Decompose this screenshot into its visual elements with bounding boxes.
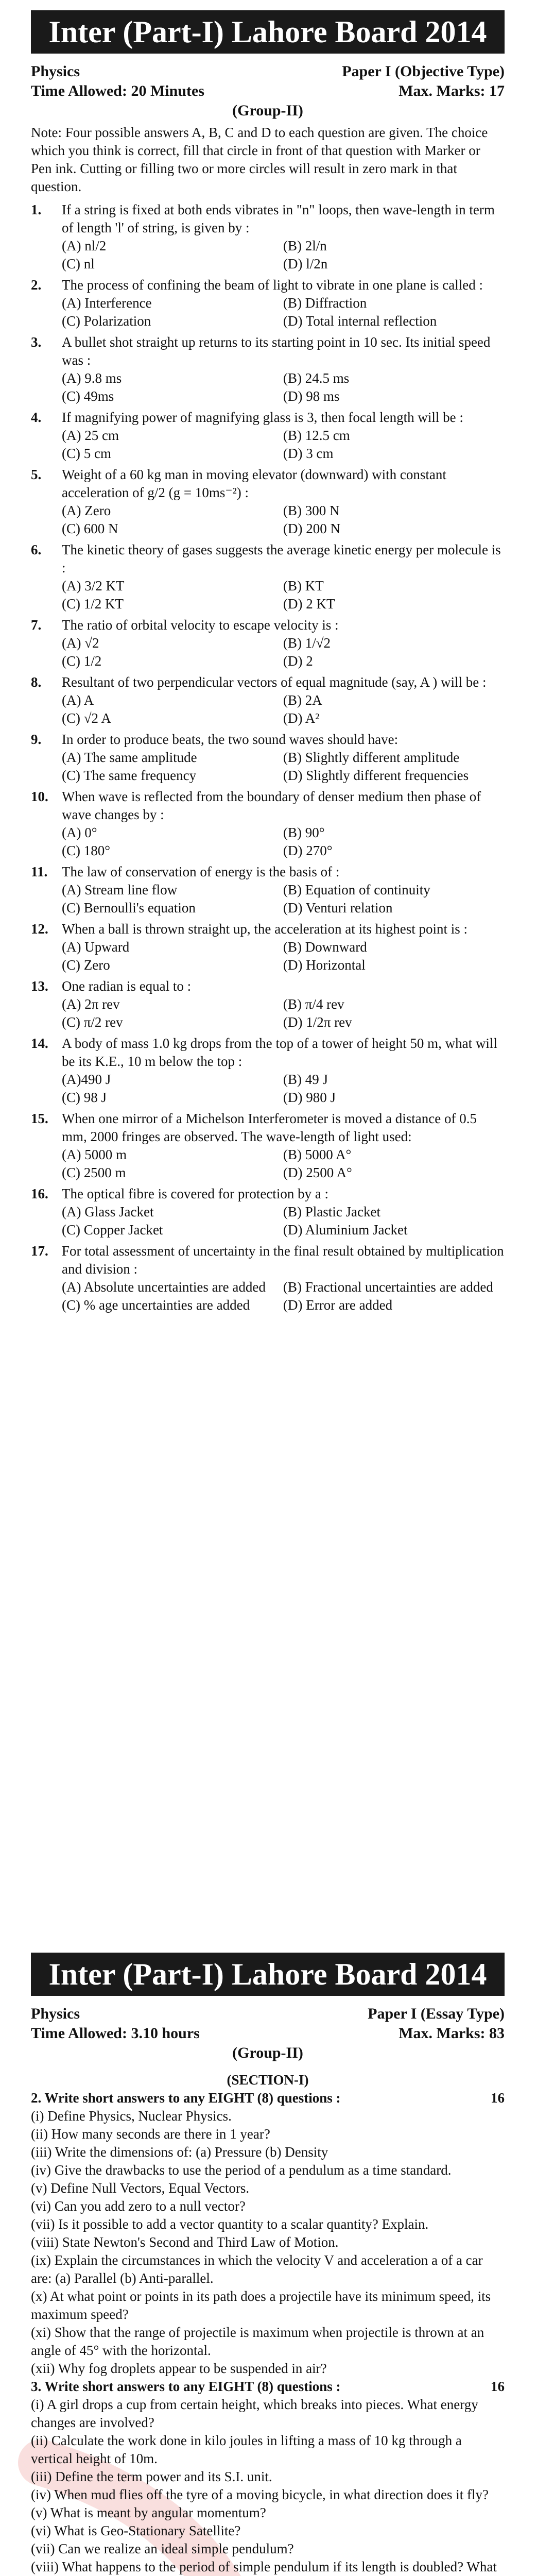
mcq-option: (C) nl <box>62 256 95 272</box>
mcq-option: (B) KT <box>283 578 324 594</box>
mcq-option: (B) Slightly different amplitude <box>283 750 460 765</box>
mcq-number: 16. <box>31 1186 48 1201</box>
mcq-option: (B) 2A <box>283 692 322 708</box>
mcq-option: (A) 9.8 ms <box>62 370 122 386</box>
mcq-item <box>31 1242 505 1314</box>
mcq-item <box>31 673 505 727</box>
mcq-option: (A) √2 <box>62 635 99 651</box>
mcq-option: (C) 5 cm <box>62 446 111 461</box>
mcq-item <box>31 541 505 613</box>
mcq-option: (D) 1/2π rev <box>283 1014 352 1030</box>
mcq-text: If magnifying power of magnifying glass is 3, then focal length will be : <box>62 410 463 425</box>
mcq-text: The kinetic theory of gases suggests the average kinetic energy per molecule is : <box>62 542 501 575</box>
mcq-option: (A) Upward <box>62 939 130 955</box>
mcq-option: (D) l/2n <box>283 256 328 272</box>
mcq-item <box>31 863 505 917</box>
paper1-body <box>31 124 505 1317</box>
mcq-option: (D) Total internal reflection <box>283 313 437 329</box>
mcq-text: The optical fibre is covered for protection by a : <box>62 1186 329 1201</box>
mcq-option: (B) π/4 rev <box>283 996 344 1012</box>
short-question: (iv) Give the drawbacks to use the period of a pendulum as a time standard. <box>31 2162 452 2178</box>
mcq-option: (A) Stream line flow <box>62 882 178 897</box>
mcq-option: (A) 0° <box>62 825 97 840</box>
mcq-item <box>31 920 505 974</box>
mcq-option: (D) 2 <box>283 653 313 669</box>
mcq-option: (B) Equation of continuity <box>283 882 430 897</box>
mcq-number: 11. <box>31 864 48 879</box>
mcq-option: (B) 300 N <box>283 503 340 518</box>
mcq-option: (D) Horizontal <box>283 957 366 973</box>
mcq-option: (D) 3 cm <box>283 446 334 461</box>
mcq-option: (D) Aluminium Jacket <box>283 1222 408 1238</box>
short-question: (vii) Can we realize an ideal simple pendulum? <box>31 2541 294 2556</box>
mcq-option: (D) 980 J <box>283 1090 336 1105</box>
mcq-text: A body of mass 1.0 kg drops from the top of a tower of height 50 m, what will be its K.E., 10 m below the top : <box>62 1036 497 1069</box>
mcq-option: (C) % age uncertainties are added <box>62 1297 250 1313</box>
mcq-option: (D) 2500 A° <box>283 1165 352 1180</box>
mcq-option: (B) 90° <box>283 825 325 840</box>
paper2-marks: Max. Marks: 83 <box>399 2025 505 2042</box>
mcq-option: (A) Absolute uncertainties are added <box>62 1279 266 1295</box>
mcq-item <box>31 1035 505 1107</box>
mcq-option: (B) Downward <box>283 939 367 955</box>
paper1-note: Note: Four possible answers A, B, C and D to each question are given. The choice which you think is correct, fill that circle in front of that question with Marker or Pen ink. Cutting or filling two or more circles will result in zero mark in that question. <box>31 125 488 194</box>
paper1-subject: Physics <box>31 63 80 80</box>
mcq-option: (A) 2π rev <box>62 996 120 1012</box>
section1-title: (SECTION-I) <box>227 2072 309 2088</box>
mcq-option: (C) 2500 m <box>62 1165 126 1180</box>
mcq-text: In order to produce beats, the two sound waves should have: <box>62 732 399 747</box>
mcq-text: The law of conservation of energy is the basis of : <box>62 864 340 879</box>
mcq-number: 5. <box>31 467 42 482</box>
mcq-number: 6. <box>31 542 42 557</box>
mcq-option: (A) 25 cm <box>62 428 119 443</box>
mcq-option: (D) 200 N <box>283 521 340 536</box>
mcq-item <box>31 616 505 670</box>
paper2-header <box>31 2004 505 2063</box>
mcq-number: 14. <box>31 1036 48 1051</box>
short-question: (xi) Show that the range of projectile is maximum when projectile is thrown at an angle of 45° with the horizontal. <box>31 2325 484 2358</box>
short-question: (iv) When mud flies off the tyre of a moving bicycle, in what direction does it fly? <box>31 2487 489 2502</box>
mcq-option: (C) The same frequency <box>62 768 197 783</box>
mcq-option: (C) 98 J <box>62 1090 107 1105</box>
mcq-number: 12. <box>31 921 48 937</box>
mcq-number: 7. <box>31 617 42 633</box>
mcq-item <box>31 466 505 538</box>
mcq-number: 9. <box>31 732 42 747</box>
mcq-text: When wave is reflected from the boundary of denser medium then phase of wave changes by : <box>62 789 481 822</box>
mcq-option: (B) Diffraction <box>283 295 367 311</box>
mcq-option: (C) 600 N <box>62 521 118 536</box>
short-question: (iii) Write the dimensions of: (a) Pressure (b) Density <box>31 2144 328 2160</box>
short-question: (viii) State Newton's Second and Third Law of Motion. <box>31 2234 339 2250</box>
mcq-item <box>31 788 505 860</box>
mcq-number: 2. <box>31 277 42 293</box>
mcq-number: 13. <box>31 978 48 994</box>
paper2-paper: Paper I (Essay Type) <box>368 2005 505 2022</box>
short-question: (vi) What is Geo-Stationary Satellite? <box>31 2523 241 2538</box>
mcq-item <box>31 1185 505 1239</box>
mcq-option: (A) Interference <box>62 295 152 311</box>
mcq-item <box>31 201 505 273</box>
paper2-banner: Inter (Part-I) Lahore Board 2014 <box>31 1953 505 1996</box>
q3-items <box>31 2396 505 2576</box>
mcq-option: (D) 98 ms <box>283 388 340 404</box>
mcq-option: (B) 5000 A° <box>283 1147 352 1162</box>
mcq-text: If a string is fixed at both ends vibrates in "n" loops, then wave-length in term of length 'l' of string, is given by : <box>62 202 495 235</box>
mcq-option: (A) Zero <box>62 503 111 518</box>
mcq-text: For total assessment of uncertainty in the final result obtained by multiplication and division : <box>62 1243 504 1277</box>
mcq-item <box>31 1110 505 1182</box>
short-question: (vii) Is it possible to add a vector quantity to a scalar quantity? Explain. <box>31 2216 429 2232</box>
mcq-option: (D) Slightly different frequencies <box>283 768 469 783</box>
mcq-option: (A) nl/2 <box>62 238 107 253</box>
short-question: (ix) Explain the circumstances in which the velocity V and acceleration a of a car are: (a) Parallel (b) Anti-parallel. <box>31 2252 483 2286</box>
short-question: (ii) Calculate the work done in kilo joules in lifting a mass of 10 kg through a vertical height of 10m. <box>31 2433 462 2466</box>
mcq-option: (A) Glass Jacket <box>62 1204 154 1219</box>
short-question: (xii) Why fog droplets appear to be suspended in air? <box>31 2361 327 2376</box>
mcq-option: (A)490 J <box>62 1072 111 1087</box>
mcq-option: (B) 12.5 cm <box>283 428 350 443</box>
mcq-number: 10. <box>31 789 48 804</box>
mcq-option: (D) Error are added <box>283 1297 393 1313</box>
short-question: (viii) What happens to the period of simple pendulum if its length is doubled? What <box>31 2559 497 2574</box>
short-question: (v) Define Null Vectors, Equal Vectors. <box>31 2180 250 2196</box>
mcq-item <box>31 409 505 463</box>
mcq-number: 1. <box>31 202 42 217</box>
short-question: (ii) How many seconds are there in 1 year? <box>31 2126 270 2142</box>
mcq-option: (A) 3/2 KT <box>62 578 125 594</box>
mcq-text: One radian is equal to : <box>62 978 192 994</box>
mcq-option: (C) Copper Jacket <box>62 1222 163 1238</box>
mcq-number: 4. <box>31 410 42 425</box>
mcq-option: (B) 1/√2 <box>283 635 331 651</box>
mcq-option: (D) A² <box>283 710 320 726</box>
mcq-option: (C) π/2 rev <box>62 1014 123 1030</box>
mcq-item <box>31 977 505 1031</box>
paper2-group: (Group-II) <box>232 2044 303 2061</box>
mcq-option: (C) 49ms <box>62 388 114 404</box>
mcq-text: Weight of a 60 kg man in moving elevator (downward) with constant acceleration of g/2 (g = 10ms⁻²) : <box>62 467 446 500</box>
mcq-option: (C) 180° <box>62 843 111 858</box>
mcq-number: 17. <box>31 1243 48 1259</box>
paper1-group: (Group-II) <box>232 102 303 119</box>
mcq-option: (C) Zero <box>62 957 110 973</box>
q3-head: 3. Write short answers to any EIGHT (8) questions : 16 <box>31 2379 505 2394</box>
mcq-option: (C) √2 A <box>62 710 111 726</box>
q2-items <box>31 2107 505 2378</box>
mcq-option: (B) 2l/n <box>283 238 327 253</box>
mcq-option: (C) 1/2 KT <box>62 596 124 612</box>
mcq-option: (C) 1/2 <box>62 653 102 669</box>
short-question: (vi) Can you add zero to a null vector? <box>31 2198 246 2214</box>
short-question: (v) What is meant by angular momentum? <box>31 2505 266 2520</box>
mcq-item <box>31 731 505 785</box>
mcq-number: 8. <box>31 674 42 690</box>
short-question: (i) A girl drops a cup from certain height, which breaks into pieces. What energy changes are involved? <box>31 2397 478 2430</box>
mcq-option: (C) Bernoulli's equation <box>62 900 196 916</box>
short-question: (x) At what point or points in its path does a projectile have its minimum speed, its maximum speed? <box>31 2289 491 2322</box>
paper2-body <box>31 2071 505 2576</box>
mcq-text: When one mirror of a Michelson Interferometer is moved a distance of 0.5 mm, 2000 fringes are observed. The wave-length of light used: <box>62 1111 477 1144</box>
paper1-paper: Paper I (Objective Type) <box>342 63 505 80</box>
mcq-option: (A) A <box>62 692 94 708</box>
paper1-marks: Max. Marks: 17 <box>399 82 505 99</box>
mcq-text: A bullet shot straight up returns to its starting point in 10 sec. Its initial speed was : <box>62 334 491 368</box>
paper1-banner: Inter (Part-I) Lahore Board 2014 <box>31 10 505 54</box>
mcq-option: (B) Plastic Jacket <box>283 1204 380 1219</box>
mcq-option: (D) Venturi relation <box>283 900 393 916</box>
paper1-header <box>31 62 505 121</box>
paper1-time: Time Allowed: 20 Minutes <box>31 82 204 99</box>
short-question: (i) Define Physics, Nuclear Physics. <box>31 2108 232 2124</box>
mcq-number: 15. <box>31 1111 48 1126</box>
q2-head: 2. Write short answers to any EIGHT (8) questions : 16 <box>31 2090 505 2106</box>
mcq-option: (B) 49 J <box>283 1072 328 1087</box>
mcq-option: (C) Polarization <box>62 313 151 329</box>
mcq-option: (B) 24.5 ms <box>283 370 350 386</box>
mcq-option: (B) Fractional uncertainties are added <box>283 1279 493 1295</box>
paper2-time: Time Allowed: 3.10 hours <box>31 2025 200 2042</box>
mcq-text: Resultant of two perpendicular vectors of equal magnitude (say, A ) will be : <box>62 674 487 690</box>
objective-questions <box>31 201 505 1314</box>
mcq-text: The process of confining the beam of light to vibrate in one plane is called : <box>62 277 483 293</box>
short-question: (iii) Define the term power and its S.I. unit. <box>31 2469 272 2484</box>
mcq-option: (A) 5000 m <box>62 1147 127 1162</box>
mcq-item <box>31 276 505 330</box>
mcq-option: (D) 270° <box>283 843 333 858</box>
mcq-option: (D) 2 KT <box>283 596 335 612</box>
mcq-text: The ratio of orbital velocity to escape velocity is : <box>62 617 339 633</box>
mcq-option: (A) The same amplitude <box>62 750 197 765</box>
mcq-number: 3. <box>31 334 42 350</box>
paper2-subject: Physics <box>31 2005 80 2022</box>
mcq-text: When a ball is thrown straight up, the acceleration at its highest point is : <box>62 921 468 937</box>
mcq-item <box>31 333 505 405</box>
